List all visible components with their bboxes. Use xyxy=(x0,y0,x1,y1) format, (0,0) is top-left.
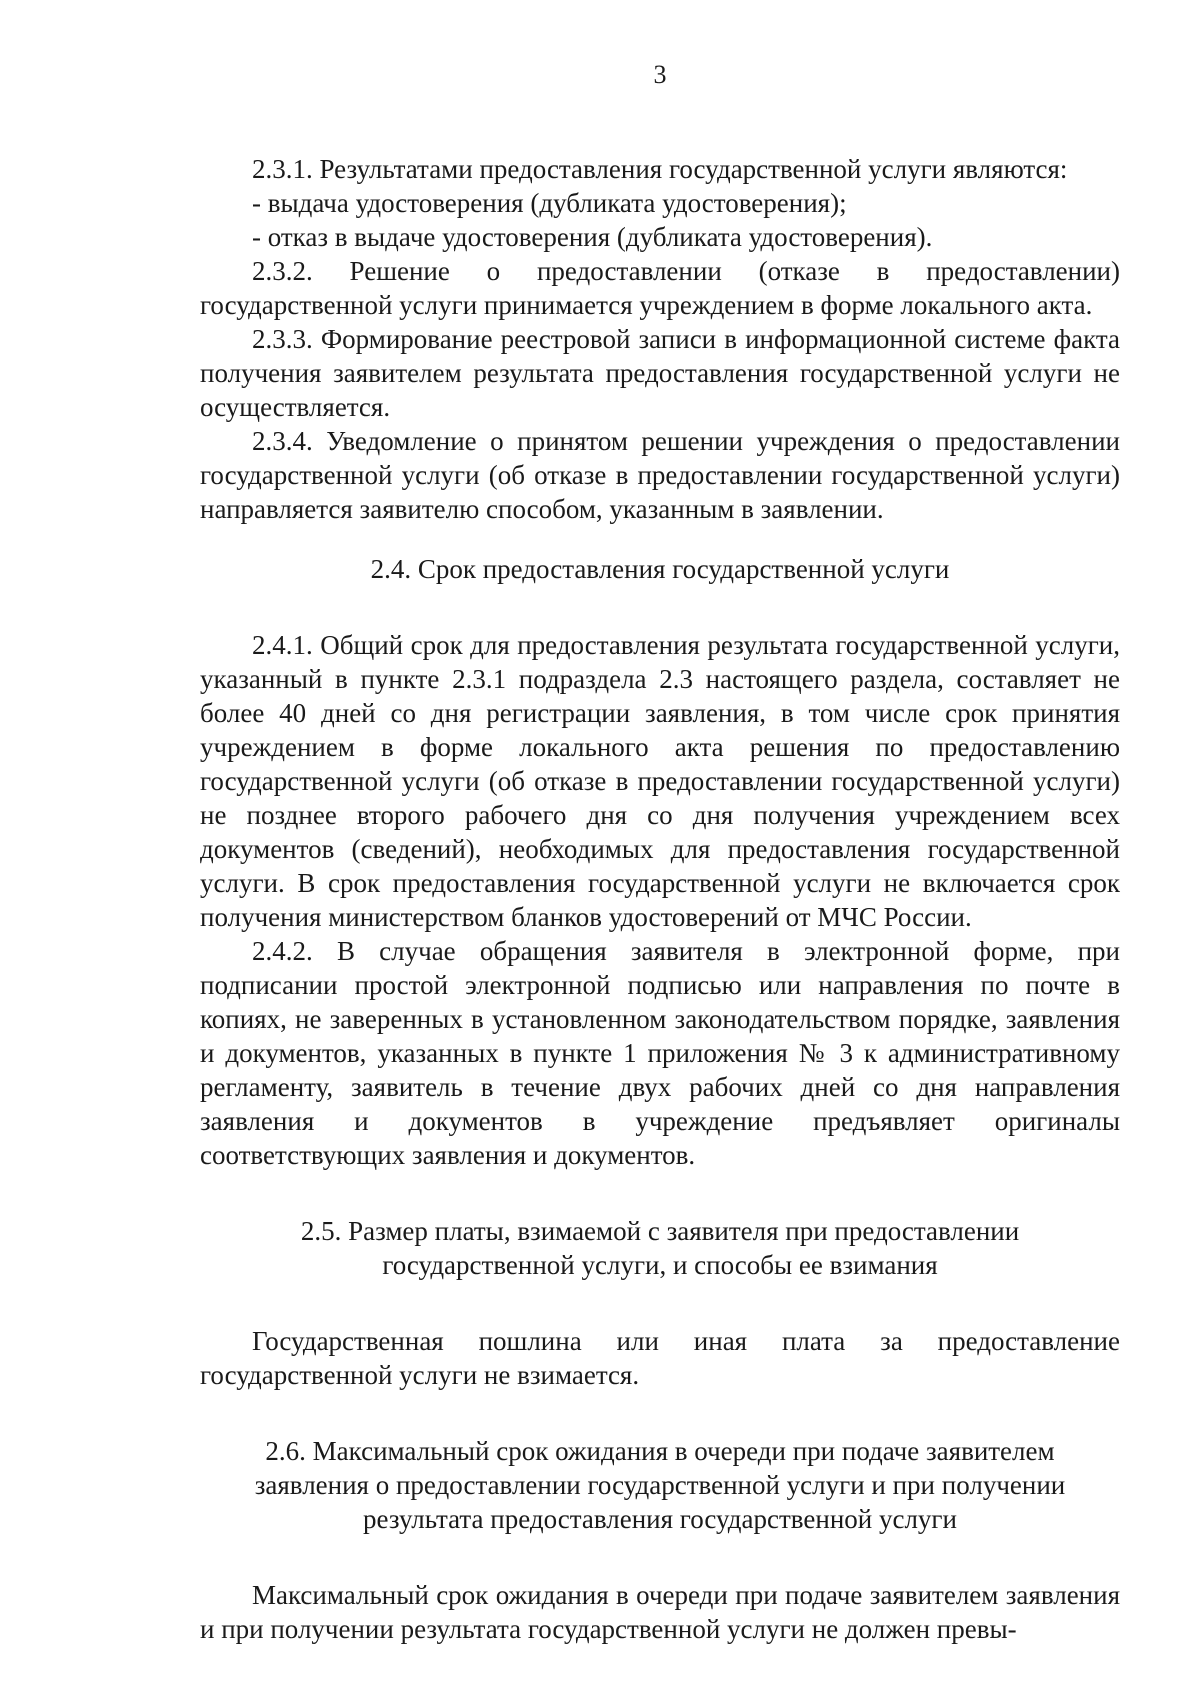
paragraph-2-3-1-item-1: - выдача удостоверения (дубликата удостоверения); xyxy=(252,188,847,218)
heading-2-5 xyxy=(200,1214,1120,1282)
paragraph-2-4-2: 2.4.2. В случае обращения заявителя в электронной форме, при подписании простой электронной подписью или направления по почте в копиях, не заверенных в установленном законодательством порядке, заявления и документов, указанных в пункте 1 приложения № 3 к административному регламенту, заявитель в течение двух рабочих дней со дня направления заявления и документов в учреждение предъявляет оригиналы соответствующих заявления и документов. xyxy=(200,936,1120,1170)
paragraph-2-3-4: 2.3.4. Уведомление о принятом решении учреждения о предоставлении государственной услуги (об отказе в предоставлении государственной услуги) направляется заявителю способом, указанным в заявлении. xyxy=(200,426,1120,524)
paragraph-2-3-3: 2.3.3. Формирование реестровой записи в информационной системе факта получения заявителем результата предоставления государственной услуги не осуществляется. xyxy=(200,324,1120,422)
heading-2-5-line-2: государственной услуги, и способы ее взимания xyxy=(382,1250,938,1280)
paragraph-2-3-1-title: 2.3.1. Результатами предоставления государственной услуги являются: xyxy=(252,154,1068,184)
paragraph-2-3-2: 2.3.2. Решение о предоставлении (отказе в предоставлении) государственной услуги принимается учреждением в форме локального акта. xyxy=(200,256,1120,320)
paragraph-2-5: Государственная пошлина или иная плата за предоставление государственной услуги не взимается. xyxy=(200,1326,1120,1390)
heading-2-4: 2.4. Срок предоставления государственной услуги xyxy=(370,554,950,584)
page-number: 3 xyxy=(653,60,667,89)
heading-2-5-line-1: 2.5. Размер платы, взимаемой с заявителя при предоставлении xyxy=(300,1216,1020,1246)
paragraph-2-3-1-item-2: - отказ в выдаче удостоверения (дубликата удостоверения). xyxy=(252,222,933,252)
document-page xyxy=(200,60,1120,1646)
paragraph-2-4-1: 2.4.1. Общий срок для предоставления результата государственной услуги, указанный в пункте 2.3.1 подраздела 2.3 настоящего раздела, составляет не более 40 дней со дня регистрации заявления, в том числе срок принятия учреждением в форме локального акта решения по предоставлению государственной услуги (об отказе в предоставлении государственной услуги) не позднее второго рабочего дня со дня получения учреждением всех документов (сведений), необходимых для предоставления государственной услуги. В срок предоставления государственной услуги не включается срок получения министерством бланков удостоверений от МЧС России. xyxy=(200,630,1120,932)
heading-2-6: 2.6. Максимальный срок ожидания в очереди при подаче заявителем заявления о предоставлении государственной услуги и при получении результата предоставления государственной услуги xyxy=(254,1436,1066,1534)
paragraph-2-6: Максимальный срок ожидания в очереди при подаче заявителем заявления и при получении результата государственной услуги не должен превы- xyxy=(200,1580,1120,1644)
